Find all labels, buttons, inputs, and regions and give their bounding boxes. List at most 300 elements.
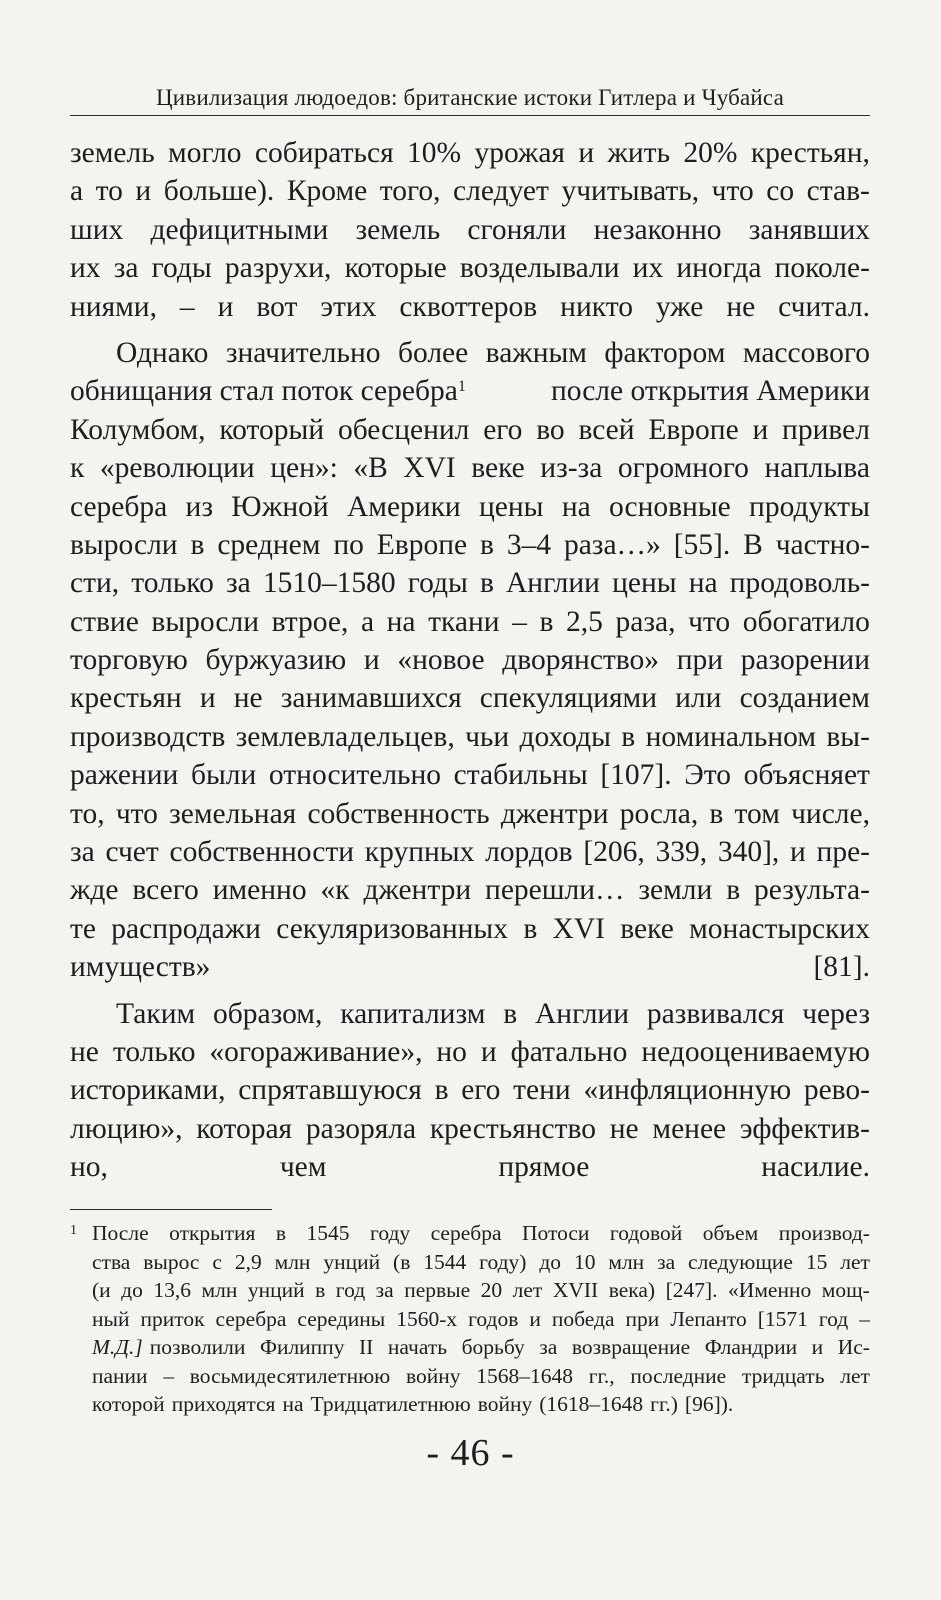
word: 15 (805, 1249, 828, 1274)
word: млн (608, 1249, 645, 1274)
footnote (70, 1219, 870, 1419)
text-line (70, 718, 870, 756)
word: земель (355, 213, 441, 246)
word: были (190, 759, 257, 792)
word: раза, (615, 605, 676, 638)
word: XVI (552, 912, 605, 945)
word: земельная (169, 797, 297, 830)
text-fragment-words: обнищания стал поток серебра (70, 375, 458, 408)
word: «к (320, 874, 350, 907)
word: цены (479, 490, 544, 523)
word: 2,5 (566, 605, 603, 638)
word: крестьян (70, 682, 182, 715)
word: к (70, 452, 85, 485)
word: и (578, 137, 595, 169)
word: Таким (116, 997, 196, 1030)
word: – (163, 1363, 175, 1388)
word: более (397, 336, 469, 369)
word: что (115, 797, 158, 830)
word: и (811, 1335, 824, 1359)
word: привел (782, 413, 870, 446)
word: производ- (778, 1221, 870, 1245)
word: в (503, 997, 518, 1030)
word: Однако (116, 336, 209, 369)
word: млн (274, 1249, 311, 1274)
word: росла, (619, 797, 699, 830)
word: «В (353, 452, 388, 485)
text-line (70, 679, 870, 717)
word: массового (742, 336, 870, 369)
word: в (479, 567, 494, 600)
word: спрятавшуюся (238, 1074, 422, 1107)
word: унций (247, 1278, 305, 1302)
word: их (70, 252, 101, 285)
word: – (859, 1306, 870, 1331)
word: Европе (376, 528, 468, 561)
word: Потоси (521, 1221, 590, 1245)
word: землевладельцев, (235, 720, 455, 753)
word: возвращение (571, 1335, 691, 1359)
word: чьи (465, 720, 510, 753)
word: веке (620, 912, 674, 945)
word: числе, (791, 797, 870, 830)
word: Англии (505, 567, 600, 600)
word: приходятся (171, 1392, 276, 1416)
word: Америки (346, 490, 461, 523)
text-line (70, 641, 870, 679)
word: за (113, 252, 139, 285)
word: XVI (403, 452, 456, 485)
word: на (282, 1392, 304, 1416)
word: то (95, 175, 123, 208)
word: то, (70, 797, 105, 830)
footnote-line (92, 1248, 870, 1277)
word: лет (840, 1363, 870, 1388)
word: века) (608, 1278, 656, 1302)
word: не (70, 1035, 99, 1068)
word: Тридцатилетнюю (310, 1392, 471, 1416)
text-line (70, 211, 870, 249)
word: восьмидесятилетнюю (189, 1363, 391, 1388)
text-line (70, 249, 870, 287)
text-line (70, 756, 870, 794)
word: следует (453, 175, 549, 208)
text-line (70, 449, 870, 487)
word: 20 (480, 1278, 503, 1302)
word: 1545 (306, 1221, 350, 1245)
word: в (434, 1074, 449, 1107)
word: во (536, 413, 565, 446)
word: обесценил (337, 413, 470, 446)
word: (1618–1648 (539, 1392, 644, 1416)
word: но (436, 1035, 467, 1068)
footnote-line (92, 1276, 870, 1305)
word: капитализм (340, 997, 486, 1030)
word: продукты (749, 490, 870, 523)
word: (в (393, 1249, 411, 1274)
word: вы- (826, 720, 870, 753)
word: ствие (70, 605, 139, 638)
word: люцию», (70, 1112, 183, 1145)
word: и (199, 682, 216, 715)
word: годов (468, 1306, 519, 1331)
word: на (561, 490, 591, 523)
text-line (70, 411, 870, 449)
word: иногда (676, 252, 762, 285)
word: собираться (254, 137, 394, 169)
word: гг.) (650, 1392, 678, 1416)
footnote-line (92, 1219, 870, 1248)
word: жить (607, 137, 671, 169)
word: обогатило (742, 605, 870, 638)
word: серебра (430, 1221, 502, 1245)
word: 20% (683, 137, 738, 169)
word: приток (140, 1306, 205, 1331)
word: 13,6 (153, 1278, 191, 1302)
word: и (790, 836, 806, 869)
word: именно (212, 874, 307, 907)
word: ражении (70, 759, 179, 792)
word: 1544 (423, 1249, 467, 1274)
word: Европе (648, 413, 739, 446)
word: при (676, 644, 724, 677)
word: а (360, 605, 375, 638)
word: 340], (717, 836, 780, 869)
word: собственность (307, 797, 490, 830)
word: земли (638, 874, 713, 907)
word: значительно (225, 336, 381, 369)
word: в (523, 912, 538, 945)
word: году (370, 1221, 411, 1245)
word: и (752, 413, 769, 446)
text-line (70, 910, 870, 948)
text-line (70, 995, 870, 1033)
word: счет (105, 836, 159, 869)
word: из (185, 490, 213, 523)
word: на (386, 605, 416, 638)
text-line (70, 603, 870, 641)
word: буржуазию (205, 644, 347, 677)
word: за (657, 1249, 676, 1274)
word: ших (70, 213, 124, 246)
paragraph-1 (70, 134, 870, 326)
word: Филиппу (259, 1335, 345, 1359)
word: раза…» (563, 528, 661, 561)
word: «инфляционную (583, 1074, 792, 1107)
word: монастырских (689, 912, 870, 945)
word: млн (201, 1278, 238, 1302)
word: в (190, 528, 205, 561)
footnote-line-words (150, 1333, 870, 1362)
word: и (529, 1306, 541, 1331)
word: за (539, 1335, 558, 1359)
text-line (70, 833, 870, 871)
word: После (92, 1221, 149, 1245)
word: лет (840, 1249, 870, 1274)
word: только (131, 567, 214, 600)
word: Англии (535, 997, 629, 1030)
word: тени (513, 1074, 571, 1107)
word: всего (132, 874, 199, 907)
word: собственности (169, 836, 355, 869)
word: позволили (149, 1335, 246, 1359)
word: которые (344, 252, 447, 285)
word: тридцать (741, 1363, 825, 1388)
word: объясняет (743, 759, 870, 792)
word: при (625, 1306, 660, 1331)
word: больше). (163, 175, 275, 208)
word: его (483, 413, 523, 446)
text-line: имуществ» [81]. (70, 951, 870, 984)
word: важным (485, 336, 587, 369)
word: фактором (604, 336, 726, 369)
word: гг., (588, 1363, 615, 1388)
word: году) (479, 1249, 527, 1274)
word: годы (151, 252, 212, 285)
main-text (70, 134, 870, 1195)
word: учитывать, (561, 175, 700, 208)
word: на (688, 567, 718, 600)
word: распродажи (111, 912, 261, 945)
word: занявших (748, 213, 870, 246)
word: за (226, 567, 251, 600)
word: годы (407, 567, 468, 600)
word: секуляризованных (276, 912, 509, 945)
word: того, (379, 175, 441, 208)
word: за (375, 1278, 394, 1302)
word: те (70, 912, 96, 945)
word: том (734, 797, 780, 830)
footnote-line (92, 1390, 870, 1419)
word: цен»: (270, 452, 338, 485)
word: «новое (397, 644, 485, 677)
word: огромного (617, 452, 749, 485)
word: основные (609, 490, 731, 523)
text-line: ниями, – и вот этих сквоттеров никто уже не считал. (70, 290, 870, 323)
word: 10 (573, 1249, 596, 1274)
word: середины (297, 1306, 386, 1331)
word: 3–4 (506, 528, 552, 561)
word: джентри (500, 797, 609, 830)
word: доходы (519, 720, 611, 753)
word: ткани (428, 605, 500, 638)
word: торговую (70, 644, 188, 677)
word: среднем (217, 528, 321, 561)
text-line (70, 1110, 870, 1148)
text-line (70, 795, 870, 833)
word: в (726, 874, 741, 907)
word: урожая (474, 137, 565, 169)
word: став- (806, 175, 870, 208)
footnote-mark: 1 (70, 1223, 77, 1238)
page-number: - 46 - (426, 1432, 515, 1474)
word: крестьян, (750, 137, 870, 169)
word: его (461, 1074, 501, 1107)
text-line-with-footnote-ref (70, 372, 870, 410)
text-fragment: после открытия Америки (550, 375, 870, 408)
word: ства (92, 1249, 131, 1274)
word: крестьянство (429, 1112, 597, 1145)
paragraph-2 (70, 334, 870, 987)
word: а (70, 175, 84, 208)
word: до (539, 1249, 562, 1274)
text-line (70, 172, 870, 210)
word: годовой (609, 1221, 683, 1245)
word: «Именно (728, 1278, 812, 1302)
word: что (688, 605, 731, 638)
word: частно- (775, 528, 870, 561)
word: год (335, 1278, 366, 1302)
word: и (135, 175, 152, 208)
word: незаконно (593, 213, 722, 246)
word: [55]. (673, 528, 731, 561)
word: Фландрии (704, 1335, 798, 1359)
word: открытия (169, 1221, 256, 1245)
word: вырос (143, 1249, 200, 1274)
word: в (275, 1221, 287, 1245)
word: втрое, (271, 605, 349, 638)
word: Лепанто (670, 1306, 747, 1331)
word: что (711, 175, 754, 208)
word: в (621, 720, 636, 753)
word: и (363, 644, 380, 677)
word: образом, (213, 997, 323, 1030)
word: Южной (231, 490, 329, 523)
text-line (70, 1071, 870, 1109)
word: последние (630, 1363, 727, 1388)
word: серебра (215, 1306, 287, 1331)
word: жде (70, 874, 119, 907)
word: Ис- (837, 1335, 870, 1359)
text-line (70, 334, 870, 372)
word: с (212, 1249, 222, 1274)
word: наплыва (764, 452, 870, 485)
word: до (121, 1278, 143, 1302)
word: лет (512, 1278, 543, 1302)
word: «огораживание», (209, 1035, 423, 1068)
word: [247]. (665, 1278, 718, 1302)
word: борьбу (461, 1335, 525, 1359)
word: «революции (99, 452, 255, 485)
footnote-line (92, 1362, 870, 1391)
word: через (802, 997, 870, 1030)
footnote-line-with-initials (92, 1333, 870, 1362)
word: Колумбом, (70, 413, 206, 446)
word: пре- (816, 836, 870, 869)
author-initials: М.Д.] (92, 1335, 143, 1359)
word: дворянство» (502, 644, 660, 677)
word: разорении (740, 644, 870, 677)
word: пании (92, 1363, 148, 1388)
word: В (743, 528, 763, 561)
word: Это (684, 759, 731, 792)
text-line (70, 871, 870, 909)
word: Кроме (286, 175, 368, 208)
word: унций (323, 1249, 381, 1274)
word: 2,9 (234, 1249, 262, 1274)
word: спекуляциями (479, 682, 658, 715)
word: первые (404, 1278, 471, 1302)
word: не (233, 682, 263, 715)
word: цены (612, 567, 677, 600)
word: веке (471, 452, 525, 485)
word: джентри (363, 874, 472, 907)
word: 10% (407, 137, 462, 169)
word: и (480, 1035, 497, 1068)
word: выросли (70, 528, 178, 561)
word: лордов (485, 836, 573, 869)
word: 1560-х (396, 1306, 458, 1331)
word: [1571 (757, 1306, 808, 1331)
word: их (632, 252, 664, 285)
word: недооцениваемую (641, 1035, 870, 1068)
word: серебра (70, 490, 168, 523)
word: II (358, 1335, 374, 1359)
footnote-reference[interactable]: 1 (457, 378, 466, 396)
word: сгоняли (467, 213, 567, 246)
footnote-body (92, 1219, 870, 1419)
word: стабильны (453, 759, 588, 792)
word: крупных (364, 836, 475, 869)
word: которая (196, 1112, 293, 1145)
word: победа (551, 1306, 615, 1331)
word: поколе- (774, 252, 870, 285)
word: земель (70, 137, 155, 169)
word: сти, (70, 567, 120, 600)
paragraph-3 (70, 995, 870, 1187)
word: войну (405, 1363, 461, 1388)
word: только (112, 1035, 196, 1068)
word: мощ- (821, 1278, 870, 1302)
word: со (766, 175, 795, 208)
word: [96]). (684, 1392, 734, 1416)
word: занимавшихся (280, 682, 462, 715)
word: – (512, 605, 527, 638)
word: 1568–1648 (476, 1363, 573, 1388)
word: войну (477, 1392, 533, 1416)
word: перешли… (485, 874, 625, 907)
word: разоряла (305, 1112, 417, 1145)
word: выросли (151, 605, 259, 638)
word: в (709, 797, 724, 830)
word: менее (652, 1112, 727, 1145)
word: созданием (739, 682, 870, 715)
word: эффектив- (739, 1112, 870, 1145)
word: производств (70, 720, 226, 753)
word: рево- (803, 1074, 870, 1107)
word: или (675, 682, 722, 715)
word: разрухи, (224, 252, 332, 285)
text-line (70, 1033, 870, 1071)
word: 339, (655, 836, 708, 869)
word: следующие (688, 1249, 793, 1274)
word: начать (387, 1335, 448, 1359)
footnote-rule (70, 1209, 272, 1210)
text-line: но, чем прямое насилие. (70, 1151, 870, 1184)
text-line (70, 526, 870, 564)
word: из-за (540, 452, 603, 485)
word: продоволь- (729, 567, 870, 600)
word: ный (92, 1306, 130, 1331)
word: могло (168, 137, 242, 169)
word: относительно (268, 759, 442, 792)
word: развивался (646, 997, 785, 1030)
word: результа- (754, 874, 870, 907)
header-rule (70, 115, 870, 116)
word: в (539, 605, 554, 638)
word: не (609, 1112, 639, 1145)
word: который (219, 413, 325, 446)
